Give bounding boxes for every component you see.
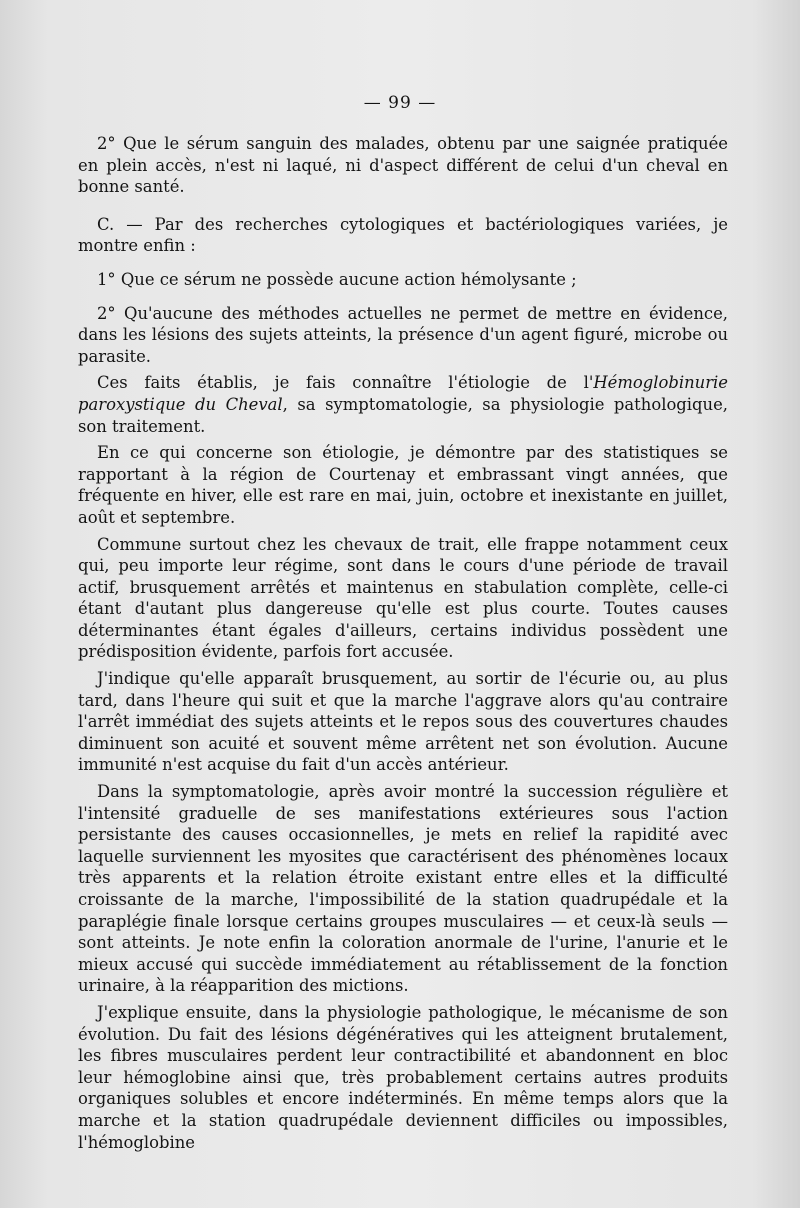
paragraph: 1° Que ce sérum ne possède aucune action hémolysante ; [97,269,577,289]
disease-name-italic: Hémoglobinurie paroxystique du Cheval [78,373,728,414]
body-text [78,133,728,1153]
paragraph [78,372,728,437]
paragraph: J'explique ensuite, dans la physiologie pathologique, le mécanisme de son évolution. Du fait des lésions dégénératives qui les atteignent brutalement, les fibres musculaires perdent leur contractibilité et abandonnent en bloc leur hémoglobine ainsi que, très probablement certains autres produits organiques solubles et encore indéterminés. En même temps alors que la marche et la station quadrupédale deviennent difficiles ou impossibles, l'hémoglobine [78,1002,728,1152]
paragraph: C. — Par des recherches cytologiques et bactériologiques variées, je montre enfin : [78,214,728,256]
paragraph: Dans la symptomatologie, après avoir montré la succession régulière et l'intensité graduelle de ses manifestations extérieures sous l'action persistante des causes occasionnelles, je mets en relief la rapidité avec laquelle surviennent les myosites que caractérisent des phénomènes locaux très apparents et la relation étroite existant entre elles et la difficulté croissante de la marche, l'impossibilité de la station quadrupédale et la paraplégie finale lorsque certains groupes musculaires — et ceux-là seuls — sont atteints. Je note enfin la coloration anormale de l'urine, l'anurie et le mieux accusé qui succède immédiatement au rétablissement de la fonction urinaire, à la réapparition des mictions. [78,782,728,996]
paragraph: 2° Qu'aucune des méthodes actuelles ne permet de mettre en évidence, dans les lésions des sujets atteints, la présence d'un agent figuré, microbe ou parasite. [78,303,728,366]
paragraph: Commune surtout chez les chevaux de trait, elle frappe notamment ceux qui, peu importe leur régime, sont dans le cours d'une période de travail actif, brusquement arrêtés et maintenus en stabulation complète, celle-ci étant d'autant plus dangereuse qu'elle est plus courte. Toutes causes déterminantes étant égales d'ailleurs, certains individus possèdent une prédisposition évidente, parfois fort accusée. [78,534,728,662]
page-number: — 99 — [363,93,437,113]
paragraph: 2° Que le sérum sanguin des malades, obtenu par une saignée pratiquée en plein accès, n'est ni laqué, ni d'aspect différent de celui d'un cheval en bonne santé. [78,134,728,197]
paragraph-text: Ces faits établis, je fais connaître l'étiologie de l' [97,373,594,393]
paragraph: J'indique qu'elle apparaît brusquement, au sortir de l'écurie ou, au plus tard, dans l'heure qui suit et que la marche l'aggrave alors qu'au contraire l'arrêt immédiat des sujets atteints et le repos sous des couvertures chaudes diminuent son acuité et souvent même arrêtent net son évolution. Aucune immunité n'est acquise du fait d'un accès antérieur. [78,669,728,775]
paragraph: En ce qui concerne son étiologie, je démontre par des statistiques se rapportant à la région de Courtenay et embrassant vingt années, que fréquente en hiver, elle est rare en mai, juin, octobre et inexistante en juillet, août et septembre. [78,443,728,527]
paragraph-text: , sa symptomatologie, sa physiologie pathologique, son traitement. [78,394,729,436]
